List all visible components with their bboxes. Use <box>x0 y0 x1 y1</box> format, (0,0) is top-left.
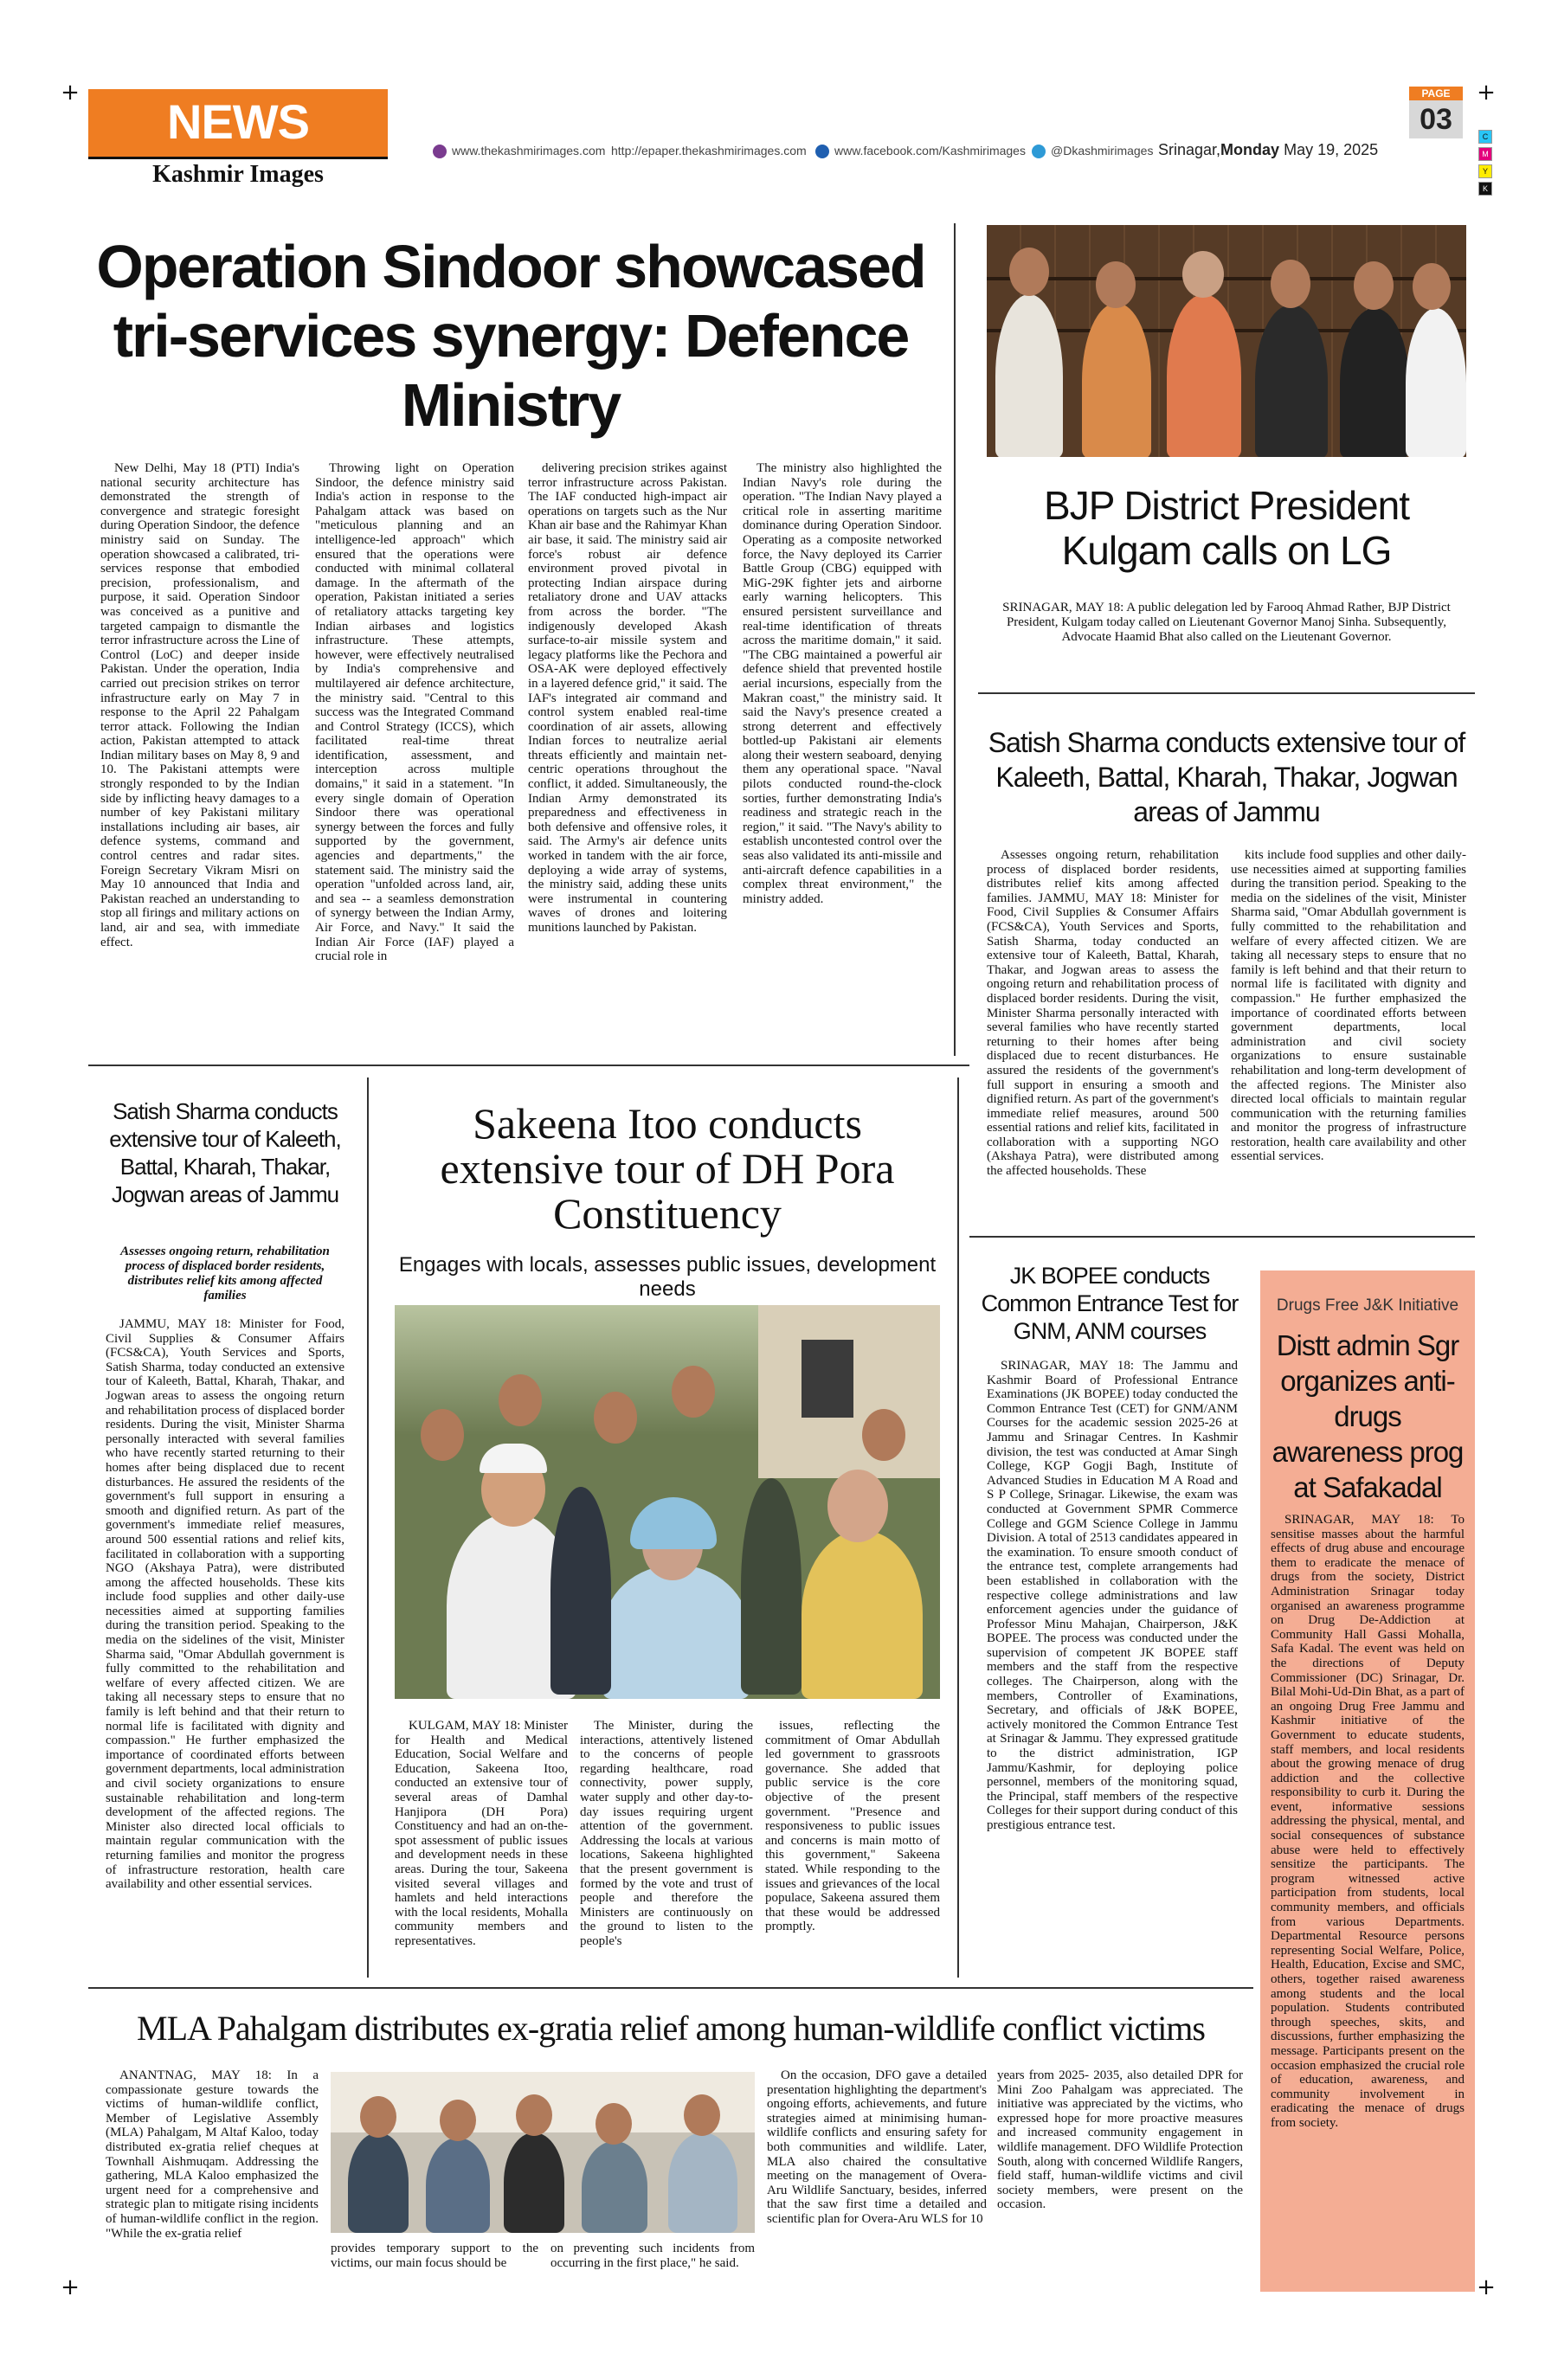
headline-bjp-kulgam: BJP District President Kulgam calls on LG <box>1044 483 1409 573</box>
cyan-swatch: C <box>1478 130 1492 144</box>
article-column: kits include food supplies and other daily-use necessities aimed at supporting families during the transition period. Speaking to the media on the sidelines of the visit, Minister Sharma said, "Omar Abdullah government is fully committed to the rehabilitation and welfare of every affected citizen. We are taking all necessary steps to ensure that no family is left behind and that their return to normal life is facilitated with dignity and compassion." He further emphasized the importance of coordinated efforts between government departments, local administration and civil society organizations to ensure sustainable rehabilitation and long-term development of the affected regions. The Minister also directed local officials to maintain regular communication with the returning families and monitor the progress of infrastructure restoration, health care availability and other essential services. <box>1231 848 1466 1164</box>
headline-jk-bopee: JK BOPEE conducts Common Entrance Test for GNM, ANM courses <box>981 1263 1239 1344</box>
article-column: Assesses ongoing return, rehabilitation process of displaced border residents, distributes relief kits among affected families. JAMMU, MAY 18: Minister for Food, Civil Supplies & Consumer Affairs (FCS&CA), Youth Services and Sports, Satish Sharma, today conducted an extensive tour of Kaleeth, Battal, Kharah, Thakar, and Jogwan areas to assess the ongoing return and rehabilitation process of displaced border residents. During the visit, Minister Sharma personally interacted with several families who have recently started returning to their homes after being displaced due to recent disturbances. He assured the residents of the government's full support in ensuring a smooth and dignified return. As part of the government's immediate relief measures, around 500 essential rations and relief kits, facilitated in collaboration with a supporting NGO (Akshaya Patra), were distributed among the affected households. These <box>987 848 1219 1179</box>
article-column: JAMMU, MAY 18: Minister for Food, Civil Supplies & Consumer Affairs (FCS&CA), Youth Services and Sports, Satish Sharma, today conducted an extensive tour of Kaleeth, Battal, Kharah, Thakar, and Jogwan areas to assess the ongoing return and rehabilitation process of displaced border residents. During the visit, Minister Sharma personally interacted with several families who have recently started returning to their homes after being displaced due to recent disturbances. He assured the residents of the government's full support in ensuring a smooth and dignified return. As part of the government's immediate relief measures, around 500 essential rations and relief kits, facilitated in collaboration with a supporting NGO (Akshaya Patra), were distributed among the affected households. These kits include food supplies and other daily-use necessities aimed at supporting families during the transition period. Speaking to the media on the sidelines of the visit, Minister Sharma said, "Omar Abdullah government is fully committed to the rehabilitation and welfare of every affected citizen. We are taking all necessary steps to ensure that no family is left behind and that their return to normal life is facilitated with dignity and compassion." He further emphasized the importance of coordinated efforts between government departments, local administration and civil society organizations to ensure sustainable rehabilitation and long-term development of the affected regions. The Minister also directed local officials to maintain regular communication with the returning families and monitor the progress of infrastructure restoration, health care availability and other essential services. <box>106 1317 344 1892</box>
article-column: The Minister, during the interactions, attentively listened to the concerns of people regarding healthcare, road connectivity, power supply, water supply and other day-to-day issues requiring urgent attention of the government. Addressing the locals at various locations, Sakeena highlighted that the present government is formed by the vote and trust of people and therefore the Ministers are continuously on the ground to listen to the people's <box>580 1719 753 1948</box>
section-rule <box>978 692 1475 694</box>
headline-operation-sindoor: Operation Sindoor showcased tri-services synergy: Defence Ministry <box>96 233 925 439</box>
column-divider <box>954 223 956 1056</box>
crop-mark: + <box>61 2274 80 2300</box>
sakeena-tour-photo <box>395 1305 940 1699</box>
article-column: provides temporary support to the victims, our main focus should be <box>331 2242 538 2270</box>
section-logo <box>88 89 388 190</box>
crop-mark: + <box>61 80 80 106</box>
page-label: PAGE <box>1409 87 1463 100</box>
headline-mla-pahalgam: MLA Pahalgam distributes ex-gratia relief among human-wildlife conflict victims <box>137 2009 1205 2048</box>
twitter-icon <box>1032 145 1046 158</box>
column-divider <box>367 1077 369 1978</box>
crop-mark: + <box>1477 80 1496 106</box>
article-column: on preventing such incidents from occurring in the first place," he said. <box>550 2242 755 2270</box>
bjp-delegation-photo <box>987 225 1466 457</box>
sidebar-kicker: Drugs Free J&K Initiative <box>1276 1296 1459 1315</box>
article-column: Throwing light on Operation Sindoor, the defence ministry said India's action in response to the Pahalgam attack was based on "meticulous planning and an intelligence-led approach" which ensured that the operations were conducted with minimal collateral damage. In the aftermath of the operation, Pakistan initiated a series of retaliatory attacks targeting key Indian airbases and logistics infrastructure. These attempts, however, were effectively neutralised by India's comprehensive and multilayered air defence architecture, the ministry said. "Central to this success was the Integrated Command and Control Strategy (ICCS), which facilitated real-time threat identification, assessment, and interception across multiple domains," it said in a statement. "In every single domain of Operation Sindoor there was operational synergy between the forces and fully supported by the government, agencies and departments," the statement said. The ministry said the operation "unfolded across land, air, and sea -- a seamless demonstration of synergy between the Indian Army, Air Force, and Navy." It said the Indian Air Force (IAF) played a crucial role in <box>315 461 514 964</box>
registration-marks <box>1478 130 1490 199</box>
twitter-link[interactable]: @Dkashmirimages <box>1051 144 1154 158</box>
drugs-free-sidebar <box>1260 1270 1475 2292</box>
bjp-article-body: SRINAGAR, MAY 18: A public delegation led by Farooq Ahmad Rather, BJP District President, Kulgam today called on Lieutenant Governor Manoj Sinha. Subsequently, Advocate Haamid Bhat also called on the Lieutenant Governor. <box>1002 601 1451 644</box>
headline-satish-sharma: Satish Sharma conducts extensive tour of Kaleeth, Battal, Kharah, Thakar, Jogwan areas of Jammu <box>988 727 1465 827</box>
header-bar <box>433 138 1379 164</box>
section-rule <box>969 1236 1475 1238</box>
site-link[interactable]: www.thekashmirimages.com <box>452 144 606 158</box>
article-column: issues, reflecting the commitment of Omar Abdullah led government to grassroots governance. She added that public service is the core objective of the present government. "Presence and responsiveness to public issues and concerns is main motto of this government," Sakeena stated. While responding to the issues and grievances of the local populace, Sakeena assured them that these would be addressed promptly. <box>765 1719 940 1934</box>
facebook-link[interactable]: www.facebook.com/Kashmirimages <box>834 144 1026 158</box>
column-divider <box>957 1077 959 1978</box>
article-column: New Delhi, May 18 (PTI) India's national security architecture has demonstrated the strength of convergence and strategic foresight during Operation Sindoor, the defence ministry said on Sunday. The operation showcased a calibrated, tri-services response that embodied precision, professionalism, and purpose, it said. Operation Sindoor was conceived as a punitive and targeted campaign to dismantle the terror infrastructure across the Line of Control (LoC) and deeper inside Pakistan. Under the operation, India carried out precision strikes on terror infrastructure early on May 7 in response to the April 22 Pahalgam terror attack. Following the Indian action, Pakistan attempted to attack Indian military bases on May 8, 9 and 10. The Pakistani attempts were strongly responded to by the Indian side by inflicting heavy damages to a number of key Pakistani military installations including air bases, air defence systems, command and control centres and radar sites. Foreign Secretary Vikram Misri on May 10 announced that India and Pakistan reached an understanding to stop all firings and military actions on land, air and sea, with immediate effect. <box>100 461 299 949</box>
article-column: SRINAGAR, MAY 18: To sensitise masses about the harmful effects of drug abuse and encourage them to eradicate the menace of drugs from the society, District Administration Srinagar today organised an awareness programme on Drug De-Addiction at Community Hall Gassi Mohalla, Safa Kadal. The event was held on the directions of Deputy Commissioner (DC) Srinagar, Dr. Bilal Mohi-Ud-Din Bhat, as a part of an ongoing Drug Free Jammu and Kashmir initiative of the Government to educate students, staff members, and local residents about the growing menace of drug addiction and the collective responsibility to curb it. During the event, informative sessions addressing the physical, mental, and social consequences of substance abuse were held to effectively sensitize the participants. The program witnessed active participation from students, local community members, and officials from various Departments. Departmental Resource persons representing Social Welfare, Police, Health, Education, Excise and SMC, others, together raised awareness among students and the local population. Students contributed through speeches, skits, and discussions, further emphasizing the message. Participants present on the occasion emphasized the crucial role of education, awareness, and community involvement in eradicating the menace of drugs from society. <box>1271 1513 1465 2130</box>
headline-anti-drugs: Distt admin Sgr organizes anti-drugs awareness prog at Safakadal <box>1272 1329 1464 1503</box>
page-number-box <box>1409 87 1463 138</box>
globe-icon <box>433 145 447 158</box>
section-logo-title: NEWS <box>167 94 309 149</box>
page-number: 03 <box>1409 100 1463 138</box>
section-rule <box>88 1987 1253 1989</box>
article-column: SRINAGAR, MAY 18: The Jammu and Kashmir Board of Professional Entrance Examinations (JK BOPEE) today conducted the Common Entrance Test (CET) for GNM/ANM Courses for the academic session 2025-26 at Jammu and Srinagar Centres. In Kashmir division, the test was conducted at Amar Singh College, KGP Gogji Bagh, Institute of Advanced Studies in Education M A Road and S P College, Srinagar. Likewise, the exam was conducted at Government SPMR Commerce College and GGM Science College in Jammu Division. A total of 2513 candidates appeared in the examination. To ensure smooth conduct of the entrance test, complete arrangements had been established in collaboration with the respective college administrations and law enforcement agencies under the guidance of Professor Minu Mahajan, Chairperson, J&K BOPEE. The process was conducted under the supervision of competent JK BOPEE staff members and the staff from the respective colleges. The Chairperson, along with the members, Controller of Examinations, Secretary, and officials of J&K BOPEE, actively monitored the Common Entrance Test at Srinagar & Jammu. They expressed gratitude to the district administration, IGP Jammu/Kashmir, for deploying police personnel, members of the monitoring squad, the Principal, staff members of the respective Colleges for their support during conduct of this prestigious entrance test. <box>987 1359 1238 1832</box>
epaper-link[interactable]: http://epaper.thekashmirimages.com <box>611 144 807 158</box>
yellow-swatch: Y <box>1478 164 1492 178</box>
mla-relief-photo <box>331 2072 755 2233</box>
headline-sakeena-itoo: Sakeena Itoo conducts extensive tour of DH Pora Constituency <box>440 1099 895 1238</box>
facebook-icon <box>815 145 829 158</box>
article-column: The ministry also highlighted the Indian Navy's role during the operation. "The Indian Navy played a critical role in asserting maritime dominance during Operation Sindoor. Operating as a composite networked force, the Navy deployed its Carrier Battle Group (CBG) equipped with MiG-29K fighter jets and airborne early warning helicopters. This ensured persistent surveillance and real-time identification of threats across the maritime domain," it said. "The CBG maintained a powerful air defence shield that prevented hostile aerial incursions, especially from the Makran coast," the ministry said. It said the Navy's presence created a strong deterrent and effectively bottled-up Pakistani air elements along their western seaboard, denying them any operational space. "Naval pilots conducted round-the-clock sorties, further demonstrating India's readiness and strategic reach in the region," it said. "The Navy's ability to establish uncontested control over the seas also validated its anti-missile and anti-aircraft defence capabilities in a complex threat environment," the ministry added. <box>743 461 942 906</box>
article-column: KULGAM, MAY 18: Minister for Health and Medical Education, Social Welfare and Education, Sakeena Itoo, conducted an extensive tour of several areas of Damhal Hanjipora (DH Pora) Constituency and had an on-the-spot assessment of public issues and development needs in these areas. During the tour, Sakeena visited several villages and hamlets and held interactions with the local residents, Mohalla community members and representatives. <box>395 1719 568 1948</box>
magenta-swatch: M <box>1478 147 1492 161</box>
dateline: Srinagar,Monday May 19, 2025 <box>1158 141 1379 158</box>
satish-deck: Assesses ongoing return, rehabilitation process of displaced border residents, distributes relief kits among affected families <box>120 1245 330 1303</box>
article-column: On the occasion, DFO gave a detailed presentation highlighting the department's ongoing efforts, achievements, and future strategies aimed at minimising human-wildlife conflicts and ensuring safety for both communities and wildlife. Later, MLA also chaired the consultative meeting on the management of Overa-Aru Wildlife Sanctuary, besides, inferred that the saw first time a detailed and scientific plan for Overa-Aru WLS for 10 <box>767 2068 987 2226</box>
article-column: years from 2025- 2035, also detailed DPR for Mini Zoo Pahalgam was appreciated. The initiative was appreciated by the victims, who expressed hope for more proactive measures and increased community engagement in wildlife management. DFO Wildlife Protection South, along with concerned Wildlife Rangers, field staff, human-wildlife victims and civil society members, were present on the occasion. <box>997 2068 1243 2212</box>
publication-name: Kashmir Images <box>88 157 388 190</box>
black-swatch: K <box>1478 182 1492 196</box>
article-column: delivering precision strikes against terror infrastructure across Pakistan. The IAF conducted high-impact air operations on targets such as the Nur Khan air base and the Rahimyar Khan air base, it said. The ministry said air force's robust air defence environment proved pivotal in protecting Indian airspace during retaliatory drone and UAV attacks from across the border. "The indigenously developed Akash surface-to-air missile system and legacy platforms like the Pechora and OSA-AK were deployed effectively in a layered defence grid," it said. The IAF's integrated air command and control system enabled real-time coordination of air assets, allowing Indian forces to neutralize aerial threats efficiently and maintain net-centric operations throughout the conflict, it added. Simultaneously, the Indian Army demonstrated its preparedness and effectiveness in both defensive and offensive roles, it said. The Army's air defence units worked in tandem with the air force, deploying a wide array of systems, the ministry said, adding these units were instrumental in countering waves of drones and loitering munitions launched by Pakistan. <box>528 461 727 935</box>
headline-satish-sharma-left: Satish Sharma conducts extensive tour of Kaleeth, Battal, Kharah, Thakar, Jogwan areas of Jammu <box>109 1098 341 1207</box>
sakeena-subhead: Engages with locals, assesses public issues, development needs <box>398 1253 937 1301</box>
article-column: ANANTNAG, MAY 18: In a compassionate gesture towards the victims of human-wildlife conflict, Member of Legislative Assembly (MLA) Pahalgam, M Altaf Kaloo, today distributed ex-gratia relief cheques at Townhall Aishmuqam. Addressing the gathering, MLA Kaloo emphasized the urgent need for a comprehensive and strategic plan to mitigate rising incidents of human-wildlife conflict in the region. "While the ex-gratia relief <box>106 2068 319 2241</box>
section-rule <box>88 1065 969 1066</box>
crop-mark: + <box>1477 2274 1496 2300</box>
